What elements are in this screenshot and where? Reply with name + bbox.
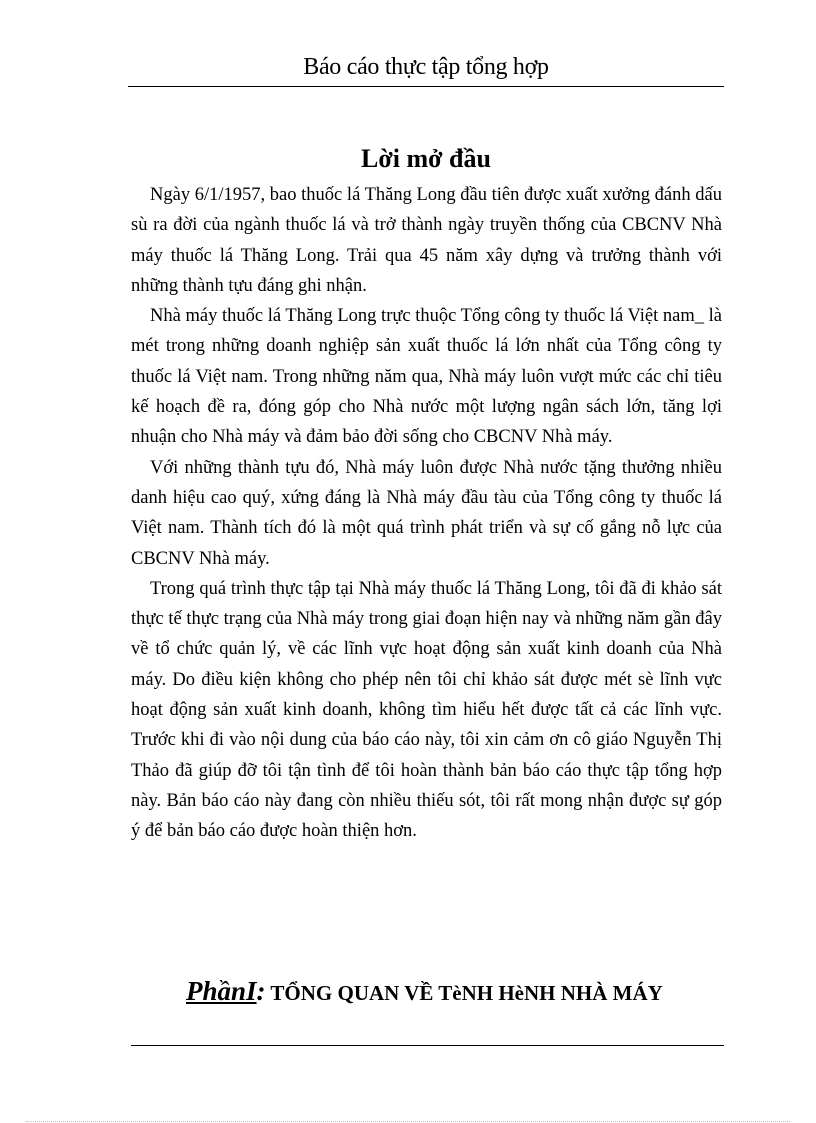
section-separator: :: [256, 976, 266, 1006]
paragraph-2: Nhà máy thuốc lá Thăng Long trực thuộc Tổng công ty thuốc lá Việt nam_ là mét trong những doanh nghiệp sản xuất thuốc lá lớn nhất của Tổng công ty thuốc lá Việt nam. Trong những năm qua, Nhà máy luôn vượt mức các chỉ tiêu kế hoạch đề ra, đóng góp cho Nhà nước một lượng ngân sách lớn, tăng lợi nhuận cho Nhà máy và đảm bảo đời sống cho CBCNV Nhà máy.: [131, 306, 722, 448]
document-body: [131, 180, 722, 847]
paragraph-4: Trong quá trình thực tập tại Nhà máy thuốc lá Thăng Long, tôi đã đi khảo sát thực tế thực trạng của Nhà máy trong giai đoạn hiện nay và những năm gần đây về tổ chức quản lý, về các lĩnh vực hoạt động sản xuất kinh doanh của Nhà máy. Do điều kiện không cho phép nên tôi chỉ khảo sát được mét sè lĩnh vực hoạt động sản xuất kinh doanh, không tìm hiểu hết được tất cả các lĩnh vực. Trước khi đi vào nội dung của báo cáo này, tôi xin cảm ơn cô giáo Nguyễn Thị Thảo đã giúp đỡ tôi tận tình để tôi hoàn thành bản báo cáo thực tập tổng hợp này. Bản báo cáo này đang còn nhiều thiếu sót, tôi rất mong nhận được sự góp ý để bản báo cáo được hoàn thiện hơn.: [131, 578, 722, 842]
section-label: PhầnI: [186, 976, 257, 1006]
paragraph-1: Ngày 6/1/1957, bao thuốc lá Thăng Long đầu tiên được xuất xưởng đánh dấu sù ra đời của ngành thuốc lá và trở thành ngày truyền thống của CBCNV Nhà máy thuốc lá Thăng Long. Trải qua 45 năm xây dựng và trưởng thành với những thành tựu đáng ghi nhận.: [131, 185, 722, 296]
running-header: Báo cáo thực tập tổng hợp: [128, 52, 724, 87]
document-title: Lời mở đầu: [361, 144, 491, 173]
section-divider: [131, 1045, 724, 1046]
page-edge-divider: [26, 1121, 790, 1122]
paragraph-3: Với những thành tựu đó, Nhà máy luôn được Nhà nước tặng thưởng nhiều danh hiệu cao quý, xứng đáng là Nhà máy đầu tàu của Tổng công ty thuốc lá Việt nam. Thành tích đó là một quá trình phát triển và sự cố gắng nỗ lực của CBCNV Nhà máy.: [131, 457, 722, 569]
section-heading: [186, 974, 663, 1010]
section-title: TỔNG QUAN VỀ TèNH HèNH NHÀ MÁY: [265, 981, 663, 1005]
